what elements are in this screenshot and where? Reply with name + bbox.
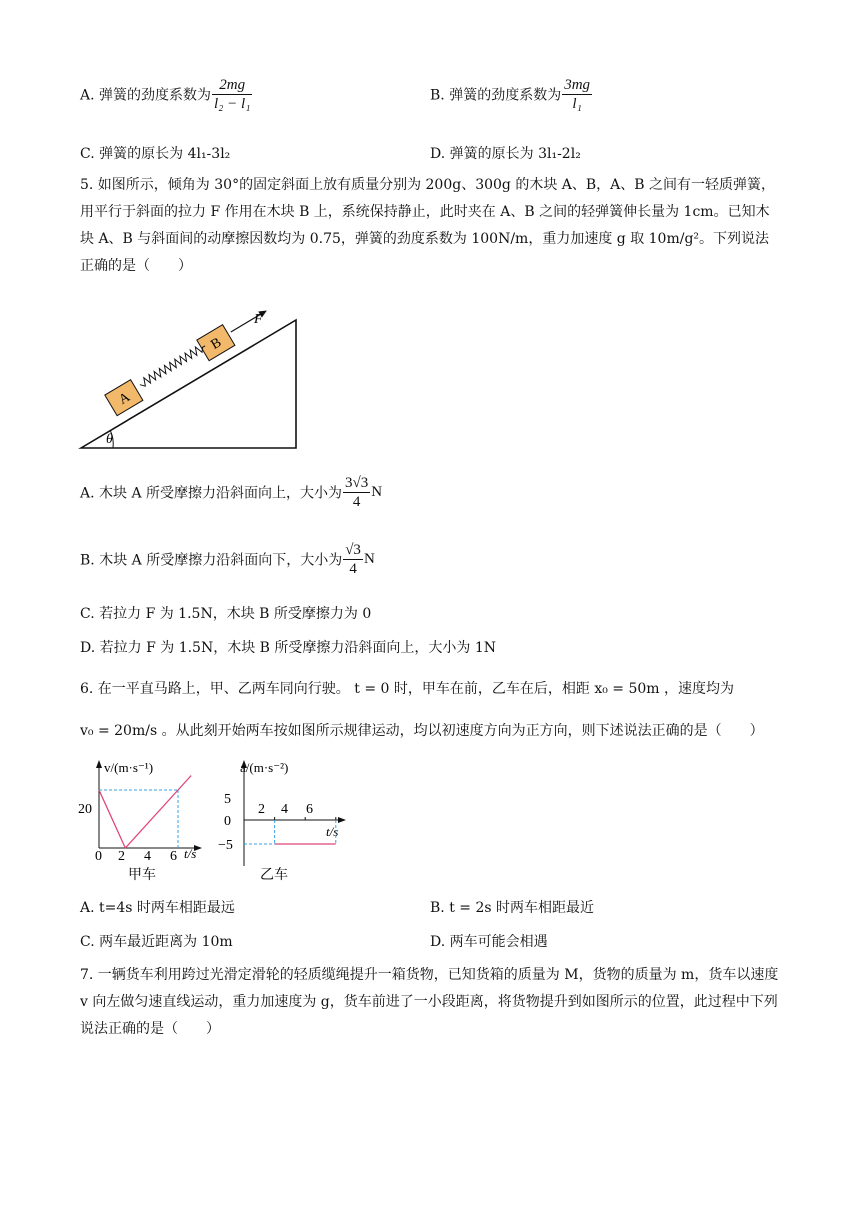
q6-option-a: A. t=4s 时两车相距最远 [80, 900, 235, 916]
jia-caption: 甲车 [128, 868, 156, 883]
jia-ylabel: v/(m·s⁻¹) [104, 760, 154, 775]
chart-yi [218, 758, 368, 883]
q5-option-b: B. 木块 A 所受摩擦力沿斜面向下，大小为 $\frac{√3}{4}$ N [80, 542, 375, 577]
q4-option-d: D. 弹簧的原长为 3l₁-2l₂ [430, 146, 581, 162]
q6-option-d: D. 两车可能会相遇 [430, 934, 548, 950]
force-label: F [254, 312, 263, 327]
q7-stem: 7. 一辆货车利用跨过光滑定滑轮的轻质缆绳提升一箱货物，已知货箱的质量为 M，货物的质量为 m，货车以速度 v 向左做匀速直线运动，重力加速度为 g，货车前进了一小段距离，将货物提升到如图所示的位置，此过程中下列说法正确的是（ ） [80, 967, 779, 1037]
yi-xtick-4: 4 [281, 802, 288, 817]
jia-xtick-0: 0 [95, 849, 102, 864]
yi-xtick-2: 2 [258, 802, 265, 817]
q4-option-b: B. 弹簧的劲度系数为 $\frac{3mg}{\text{l₁}}$ [430, 77, 591, 112]
jia-xtick-2: 2 [118, 849, 125, 864]
q6-option-b: B. t = 2s 时两车相距最近 [430, 900, 594, 916]
q6-stem-line2: v₀ = 20m/s 。从此刻开始两车按如图所示规律运动，均以初速度方向为正方向，则下述说法正确的是（ ） [80, 723, 764, 739]
jia-xtick-4: 4 [144, 849, 151, 864]
jia-xtick-6: 6 [170, 849, 177, 864]
block-b-label: B [208, 335, 225, 353]
q4-b-fraction: $\frac{3mg}{\text{l₁}}$ [564, 77, 591, 112]
yi-ylabel: a/(m·s⁻²) [240, 760, 289, 775]
jia-xlabel: t/s [184, 846, 197, 861]
yi-ytick-5: 5 [224, 792, 231, 807]
q6-stem-line1: 6. 在一平直马路上，甲、乙两车同向行驶。 t = 0 时，甲车在前，乙车在后，相距 x₀ = 50m ，速度均为 [80, 681, 734, 697]
yi-caption: 乙车 [260, 868, 288, 883]
q4-option-a: A. 弹簧的劲度系数为 $\frac{2mg}{\text{l₂ − l₁}}$ [80, 77, 251, 112]
q5-stem: 5. 如图所示，倾角为 30°的固定斜面上放有质量分别为 200g、300g 的木块 A、B，A、B 之间有一轻质弹簧，用平行于斜面的拉力 F 作用在木块 B 上，系统保持静止，此时夹在 A、B 之间的轻弹簧伸长量为 1cm。已知木块 A、B 与斜面间的动摩擦因数均为 0.75，弹簧的劲度系数为 100N/m，重力加速度 g 取 10m/g²。下列说法正确的是（ ） [80, 177, 776, 274]
spring [138, 342, 207, 388]
q5-b-fraction: $\frac{√3}{4}$ [345, 542, 361, 577]
yi-ytick-0: 0 [224, 814, 231, 829]
q5-incline-figure [78, 306, 318, 456]
q4-a-fraction: $\frac{2mg}{\text{l₂ − l₁}}$ [214, 77, 251, 112]
q4-option-c: C. 弹簧的原长为 4l₁-3l₂ [80, 146, 231, 162]
yi-xlabel: t/s [326, 824, 339, 839]
chart-jia [76, 758, 206, 883]
jia-ytick-20: 20 [78, 802, 92, 817]
block-a-label: A [116, 389, 133, 408]
yi-ytick-m5: −5 [218, 838, 233, 853]
q5-option-c: C. 若拉力 F 为 1.5N，木块 B 所受摩擦力为 0 [80, 606, 372, 622]
angle-label: θ [106, 432, 113, 447]
q6-option-c: C. 两车最近距离为 10m [80, 934, 233, 950]
q5-a-fraction: $\frac{3√3}{4}$ [345, 475, 369, 510]
q5-option-d: D. 若拉力 F 为 1.5N，木块 B 所受摩擦力沿斜面向上，大小为 1N [80, 640, 496, 656]
yi-xtick-6: 6 [306, 802, 313, 817]
q5-option-a: A. 木块 A 所受摩擦力沿斜面向上，大小为 $\frac{3√3}{4}$ N [80, 475, 383, 510]
jia-velocity-line [99, 776, 191, 849]
